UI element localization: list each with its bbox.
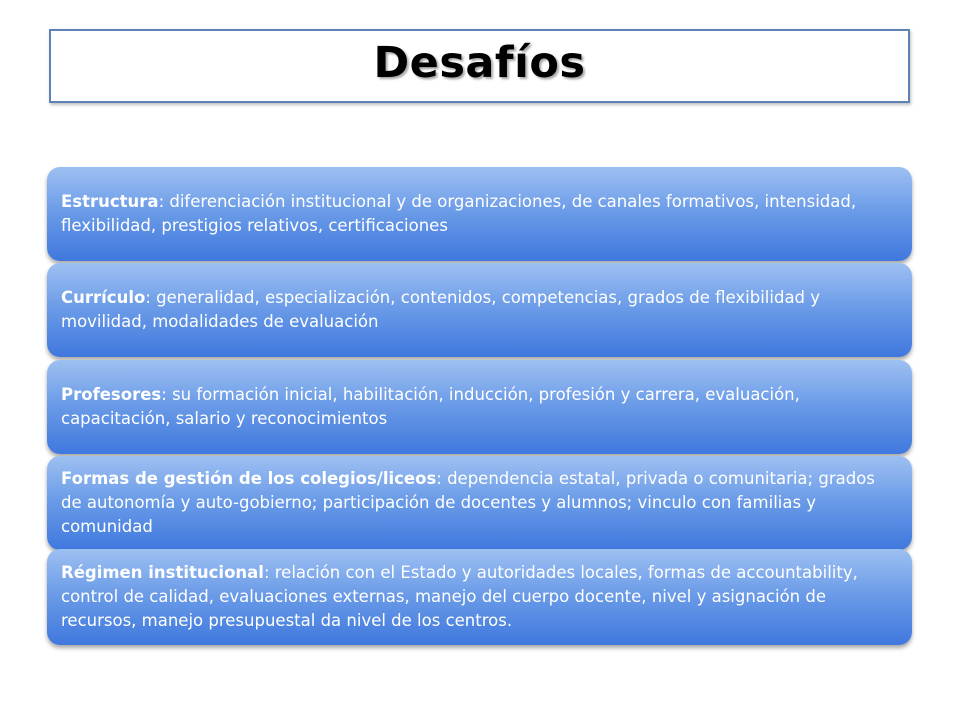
- item-body: relación con el Estado y autoridades locales, formas de accountability, control de calidad, evaluaciones externas, manejo del cuerpo docente, nivel y asignación de recursos, manejo presupuestal da nivel de los centros.: [61, 563, 858, 630]
- list-item-regimen-institucional: [47, 549, 912, 645]
- item-separator: :: [158, 192, 170, 211]
- list-item-profesores: [47, 360, 912, 454]
- title-box: [49, 29, 910, 103]
- item-body: su formación inicial, habilitación, inducción, profesión y carrera, evaluación, capacitación, salario y reconocimientos: [61, 385, 800, 428]
- list-item-text: [61, 561, 898, 633]
- item-heading: Formas de gestión de los colegios/liceos: [61, 469, 437, 488]
- item-body: diferenciación institucional y de organizaciones, de canales formativos, intensidad, flexibilidad, prestigios relativos, certificaciones: [61, 192, 857, 235]
- item-body: dependencia estatal, privada o comunitaria; grados de autonomía y auto-gobierno; participación de docentes y alumnos; vinculo con familias y comunidad: [61, 469, 875, 536]
- item-heading: Currículo: [61, 288, 146, 307]
- slide-title: Desafíos: [373, 38, 586, 88]
- list-item-text: [61, 383, 898, 431]
- item-separator: :: [145, 288, 157, 307]
- item-separator: :: [161, 385, 173, 404]
- list-item-estructura: [47, 167, 912, 261]
- list-item-text: [61, 467, 898, 539]
- list-item-curriculo: [47, 263, 912, 357]
- item-body: generalidad, especialización, contenidos, competencias, grados de flexibilidad y movilidad, modalidades de evaluación: [61, 288, 821, 331]
- list-item-text: [61, 286, 898, 334]
- list-item-formas-de-gestion: [47, 456, 912, 550]
- item-separator: :: [263, 563, 275, 582]
- item-separator: :: [436, 469, 448, 488]
- item-heading: Profesores: [61, 385, 162, 404]
- item-heading: Régimen institucional: [61, 563, 264, 582]
- list-item-text: [61, 190, 898, 238]
- item-heading: Estructura: [61, 192, 159, 211]
